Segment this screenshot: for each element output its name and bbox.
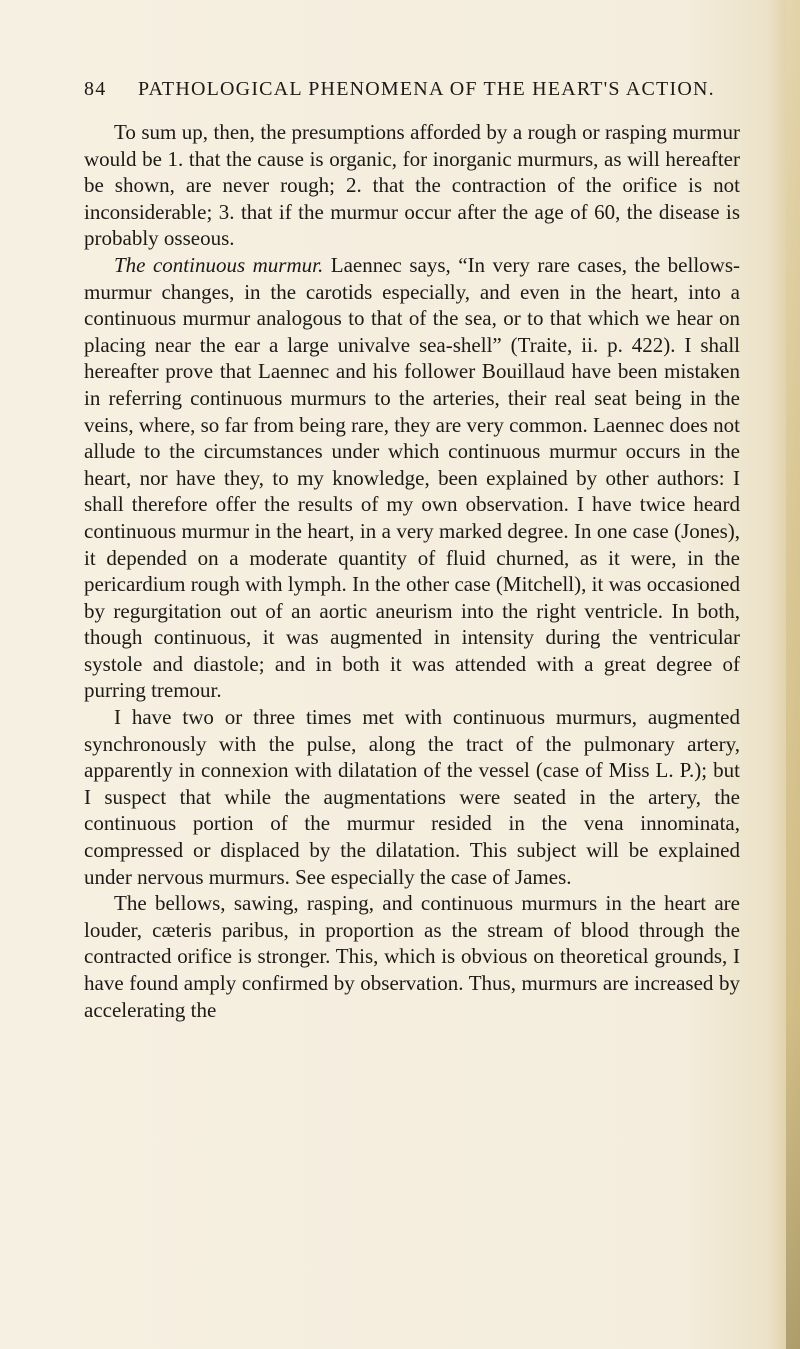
paragraph-pulmonary-artery <box>84 704 740 890</box>
paragraph-murmur-loudness <box>84 890 740 1023</box>
paragraph-summary <box>84 119 740 252</box>
page-edge-stain <box>786 0 800 1349</box>
paragraph-continuous-murmur <box>84 252 740 704</box>
running-head-title: PATHOLOGICAL PHENOMENA OF THE HEART'S ACTION. <box>138 78 715 100</box>
paragraph-text: Laennec says, “In very rare cases, the bellows-murmur changes, in the carotids especially, and even in the heart, into a continuous murmur analogous to that of the sea, or to that which we hear on placing near the ear a large univalve sea-shell” (Traite, ii. p. 422). I shall hereafter prove that Laennec and his follower Bouillaud have been mistaken in referring continuous murmurs to the arteries, their real seat being in the veins, where, so far from being rare, they are very common. Laennec does not allude to the circumstances under which continuous murmur occurs in the heart, nor have they, to my knowledge, been explained by other authors: I shall therefore offer the results of my own observation. I have twice heard continuous murmur in the heart, in a very marked degree. In one case (Jones), it depended on a moderate quantity of fluid churned, as it were, in the pericardium rough with lymph. In the other case (Mitchell), it was occasioned by regurgitation out of an aortic aneurism into the right ventricle. In both, though continuous, it was augmented in intensity during the ventricular systole and diastole; and in both it was attended with a great degree of purring tremour. <box>84 252 740 703</box>
paragraph-text: I have two or three times met with continuous murmurs, augmented synchronously with the pulse, along the tract of the pulmonary artery, apparently in connexion with dilatation of the vessel (case of Miss L. P.); but I suspect that while the augmentations were seated in the artery, the continuous portion of the murmur resided in the vena innominata, compressed or displaced by the dilatation. This subject will be explained under nervous murmurs. See especially the case of James. <box>84 705 740 889</box>
page-number: 84 <box>84 78 107 100</box>
section-heading-continuous-murmur: The continuous murmur. <box>114 252 324 277</box>
paragraph-text: To sum up, then, the presumptions afforded by a rough or rasping murmur would be 1. that the cause is organic, for inorganic murmurs, as will hereafter be shown, are never rough; 2. that the contraction of the orifice is not inconsiderable; 3. that if the murmur occur after the age of 60, the disease is probably osseous. <box>84 120 740 251</box>
paragraph-text: The bellows, sawing, rasping, and continuous murmurs in the heart are louder, cæteris paribus, in proportion as the stream of blood through the contracted orifice is stronger. This, which is obvious on theoretical grounds, I have found amply confirmed by observation. Thus, murmurs are increased by accelerating the <box>84 891 740 1022</box>
body-text <box>84 119 740 1023</box>
running-head <box>84 78 734 101</box>
